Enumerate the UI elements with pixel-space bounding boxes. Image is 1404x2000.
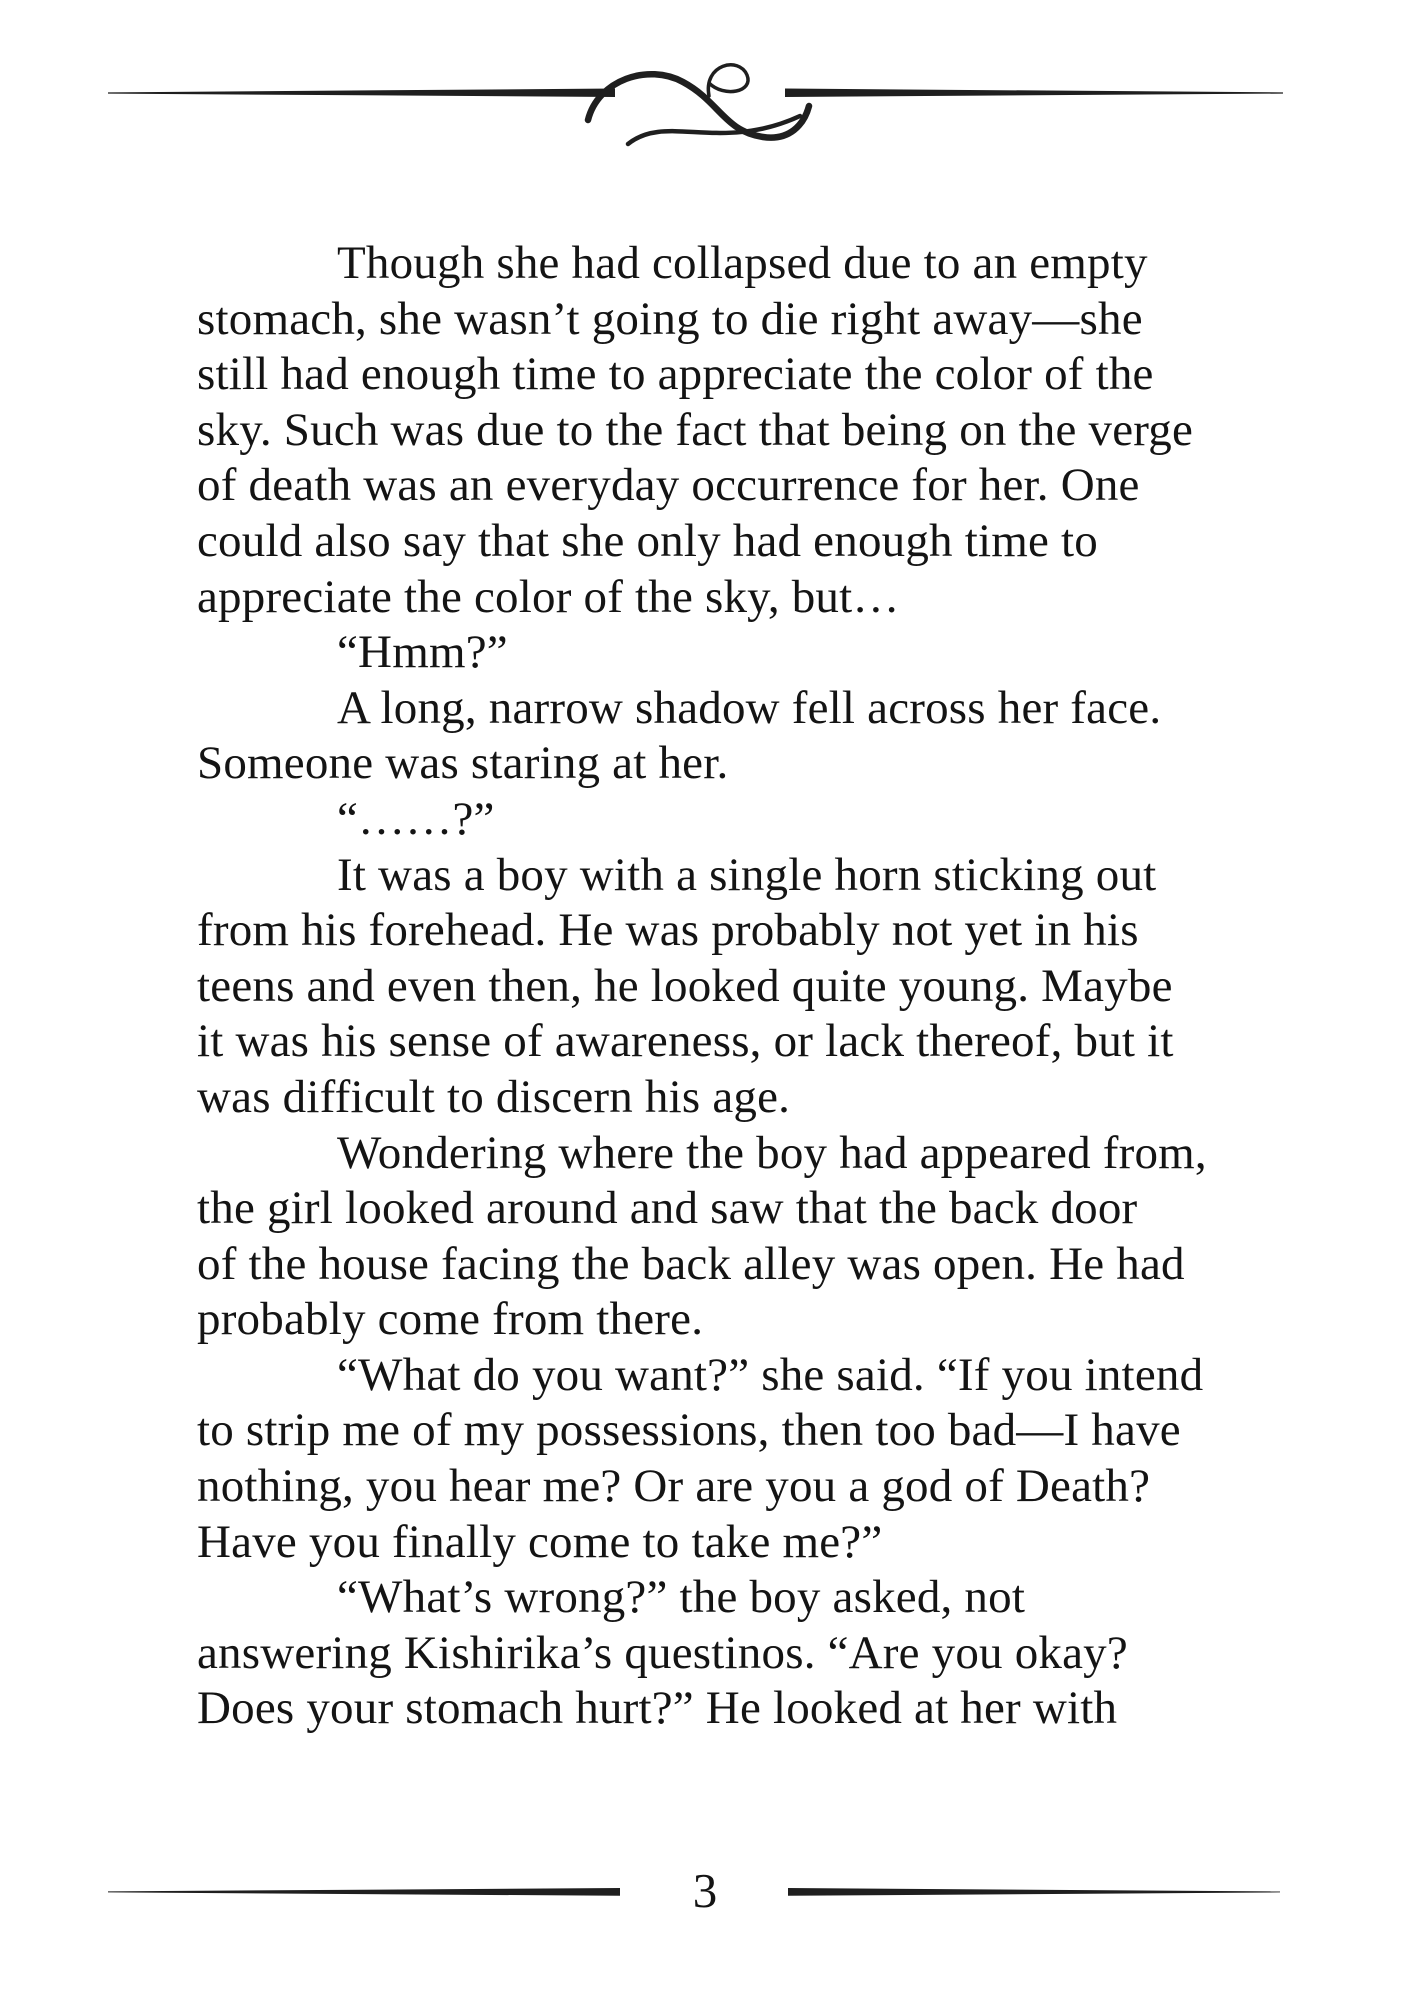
text-line: It was a boy with a single horn sticking out <box>337 848 1157 901</box>
text-line: was difficult to discern his age. <box>197 1070 791 1123</box>
text-line: of death was an everyday occurrence for her. One <box>197 459 1140 512</box>
text-line: probably come from there. <box>197 1293 704 1346</box>
text-line: “What do you want?” she said. “If you intend <box>337 1348 1204 1401</box>
text-line: Someone was staring at her. <box>197 737 729 790</box>
text-line: “……?” <box>337 792 495 845</box>
divider-flourish-icon <box>588 65 809 144</box>
text-line: Wondering where the boy had appeared from, <box>337 1126 1207 1179</box>
text-line: A long, narrow shadow fell across her face. <box>337 681 1162 734</box>
text-line: Have you finally come to take me?” <box>197 1515 883 1568</box>
header-divider-ornament <box>108 45 1283 155</box>
text-line: to strip me of my possessions, then too bad—I have <box>197 1404 1181 1457</box>
footer-line-right <box>788 1888 1280 1896</box>
page-text <box>197 236 1207 1737</box>
text-line: answering Kishirika’s questinos. “Are you okay? <box>197 1626 1128 1679</box>
text-line: from his forehead. He was probably not yet in his <box>197 904 1139 957</box>
text-line: “Hmm?” <box>337 626 508 679</box>
text-line: the girl looked around and saw that the back door <box>197 1182 1138 1235</box>
text-line: could also say that she only had enough time to <box>197 514 1098 567</box>
text-line: of the house facing the back alley was open. He had <box>197 1237 1185 1290</box>
text-line: “What’s wrong?” the boy asked, not <box>337 1571 1026 1624</box>
footer-line-left <box>108 1888 620 1896</box>
text-line: sky. Such was due to the fact that being on the verge <box>197 403 1194 456</box>
text-line: still had enough time to appreciate the color of the <box>197 348 1154 401</box>
text-line: Does your stomach hurt?” He looked at her with <box>197 1682 1118 1735</box>
text-line: stomach, she wasn’t going to die right away—she <box>197 292 1143 345</box>
page-number: 3 <box>692 1863 718 1918</box>
text-line: nothing, you hear me? Or are you a god of Death? <box>197 1460 1151 1513</box>
divider-line-left <box>108 89 615 98</box>
text-line: it was his sense of awareness, or lack thereof, but it <box>197 1015 1174 1068</box>
text-line: appreciate the color of the sky, but… <box>197 570 900 623</box>
divider-line-right <box>785 89 1283 98</box>
text-line: Though she had collapsed due to an empty <box>337 237 1148 289</box>
text-line: teens and even then, he looked quite young. Maybe <box>197 959 1173 1012</box>
